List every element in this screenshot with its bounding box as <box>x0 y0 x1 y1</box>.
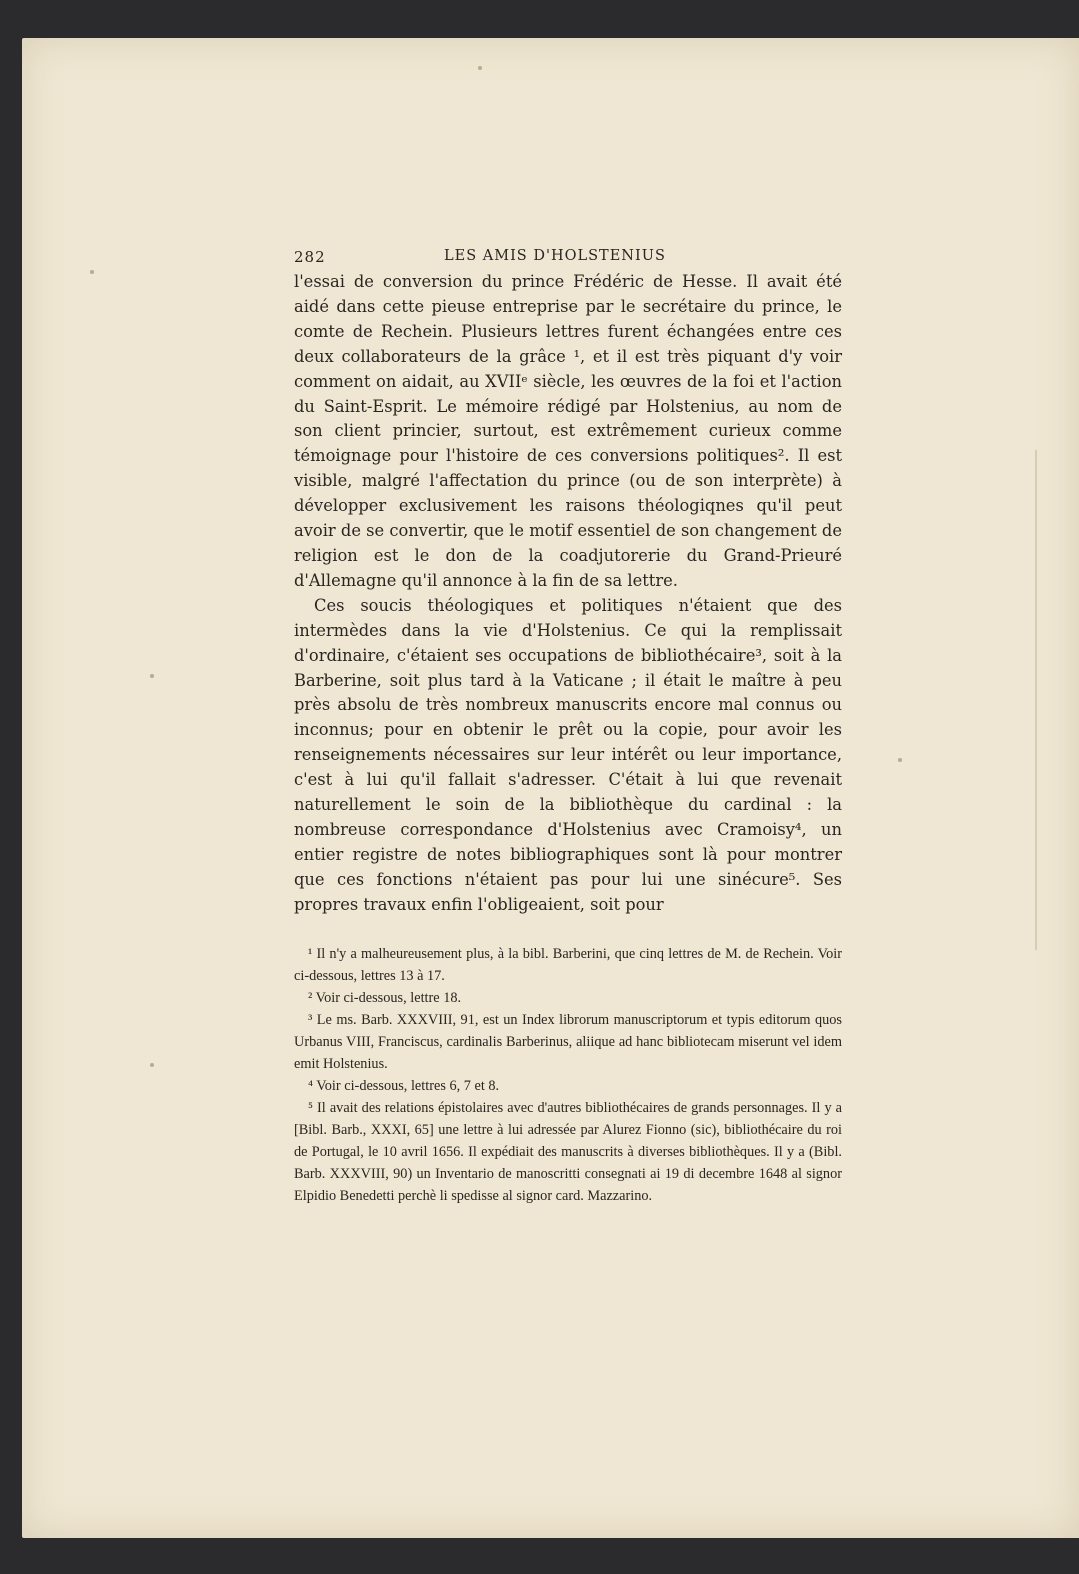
body-text <box>294 270 842 918</box>
footnote: ⁵ Il avait des relations épistolaires avec d'autres bibliothécaires de grands personnages. Il y a [Bibl. Barb., XXXI, 65] une lettre à lui adressée par Alurez Fionno (sic), bibliothécaire du roi de Portugal, le 10 avril 1656. Il expédiait des manuscrits à diverses bibliothèques. Il y a (Bibl. Barb. XXXVIII, 90) un Inventario de manoscritti consegnati ai 19 di decembre 1648 al signor Elpidio Benedetti perchè li spedisse al signor card. Mazzarino. <box>294 1099 842 1204</box>
book-page <box>22 38 1079 1538</box>
page-content <box>294 244 842 1207</box>
paper-spot <box>478 66 482 70</box>
footnote: ⁴ Voir ci-dessous, lettres 6, 7 et 8. <box>308 1077 500 1094</box>
page-number: 282 <box>294 248 326 266</box>
running-title: LES AMIS D'HOLSTENIUS <box>444 248 666 264</box>
paper-spot <box>90 270 94 274</box>
footnote: ¹ Il n'y a malheureusement plus, à la bibl. Barberini, que cinq lettres de M. de Rechein. Voir ci-dessous, lettres 13 à 17. <box>294 945 842 984</box>
footnotes <box>294 943 842 1207</box>
paragraph: Ces soucis théologiques et politiques n'étaient que des intermèdes dans la vie d'Holstenius. Ce qui la remplissait d'ordinaire, c'étaient ses occupations de bibliothécaire³, soit à la Barberine, soit plus tard à la Vaticane ; il était le maître à peu près absolu de très nombreux manuscrits encore mal connus ou inconnus; pour en obtenir le prêt ou la copie, pour avoir les renseignements nécessaires sur leur intérêt ou leur importance, c'est à lui qu'il fallait s'adresser. C'était à lui que revenait naturellement le soin de la bibliothèque du cardinal : la nombreuse correspondance d'Holstenius avec Cramoisy⁴, un entier registre de notes bibliographiques sont là pour montrer que ces fonctions n'étaient pas pour lui une sinécure⁵. Ses propres travaux enfin l'obligeaient, soit pour <box>294 595 842 914</box>
paragraph: l'essai de conversion du prince Frédéric de Hesse. Il avait été aidé dans cette pieuse entreprise par le secrétaire du prince, le comte de Rechein. Plusieurs lettres furent échangées entre ces deux collaborateurs de la grâce ¹, et il est très piquant d'y voir comment on aidait, au XVIIᵉ siècle, les œuvres de la foi et l'action du Saint-Esprit. Le mémoire rédigé par Holstenius, au nom de son client princier, surtout, est extrêmement curieux comme témoignage pour l'histoire de ces conversions politiques². Il est visible, malgré l'affectation du prince (ou de son interprète) à développer exclusivement les raisons théologiqnes qu'il peut avoir de se convertir, que le motif essentiel de son changement de religion est le don de la coadjutorerie du Grand-Prieuré d'Allemagne qu'il annonce à la fin de sa lettre. <box>294 272 842 590</box>
page-edge-shadow <box>1035 450 1037 950</box>
paper-spot <box>150 1063 154 1067</box>
footnote: ³ Le ms. Barb. XXXVIII, 91, est un Index librorum manuscriptorum et typis editorum quos Urbanus VIII, Franciscus, cardinalis Barberinus, aliique ad hanc bibliotecam miserunt vel idem emit Holstenius. <box>294 1011 842 1072</box>
paper-spot <box>898 758 902 762</box>
paper-spot <box>150 674 154 678</box>
footnote: ² Voir ci-dessous, lettre 18. <box>308 989 462 1006</box>
page-header <box>294 244 842 270</box>
